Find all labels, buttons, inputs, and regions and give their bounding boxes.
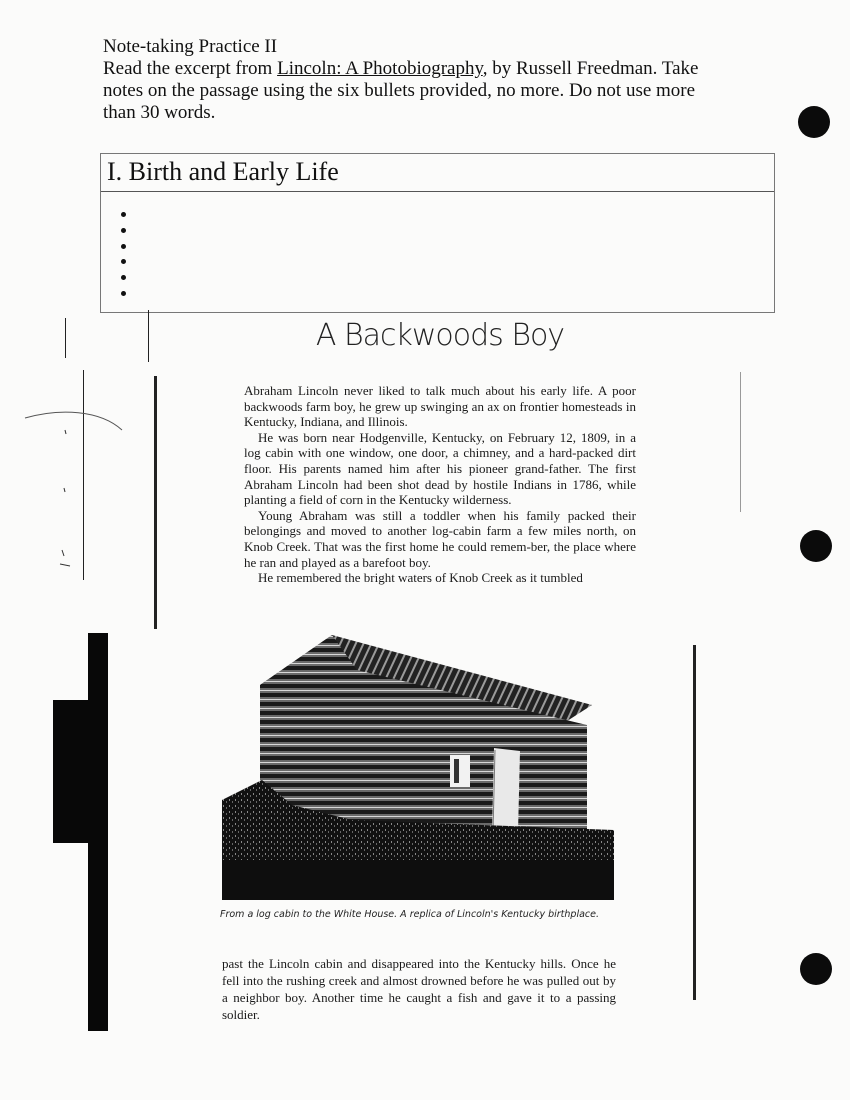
- scan-line: [65, 318, 66, 358]
- scan-edge-bar: [88, 633, 108, 1031]
- scan-line: [740, 372, 741, 512]
- column-rule: [693, 645, 696, 1000]
- punch-hole: [798, 106, 830, 138]
- chapter-title: A Backwoods Boy: [315, 318, 565, 353]
- punch-hole: [800, 530, 832, 562]
- practice-title: Note-taking Practice II: [103, 36, 278, 57]
- paragraph: Young Abraham was still a toddler when his family packed their belongings and moved to another log-cabin farm a few miles north, on Knob Creek. That was the first home he could remem-ber, the place where he ran and played as a barefoot boy.: [244, 507, 636, 570]
- section-heading: I. Birth and Early Life: [101, 154, 774, 192]
- paragraph: He remembered the bright waters of Knob Creek as it tumbled: [258, 570, 583, 586]
- instruction-line-2: notes on the passage using the six bullets provided, no more. Do not use more: [103, 80, 696, 101]
- column-rule: [154, 376, 157, 629]
- paragraph: He was born near Hodgenville, Kentucky, on February 12, 1809, in a log cabin with one window, one door, a chimney, and a hard-packed dirt floor. His parents named him after his pioneer grand-father. The first Abraham Lincoln had been shot dead by hostile Indians in 1786, while planting a field of corn in the Kentucky wilderness.: [244, 429, 636, 508]
- paragraph: past the Lincoln cabin and disappeared into the Kentucky hills. Once he fell into the rushing creek and almost drowned before he was pulled out by a neighbor boy. Another time he caught a fish and gave it to a passing soldier.: [222, 956, 616, 1022]
- scan-line: [148, 310, 149, 362]
- excerpt-continuation: [222, 955, 616, 1023]
- scan-edge-bar: [53, 700, 89, 843]
- excerpt-body: [244, 383, 636, 586]
- punch-hole: [800, 953, 832, 985]
- notes-box: [100, 153, 775, 313]
- photo-caption: From a log cabin to the White House. A replica of Lincoln's Kentucky birthplace.: [220, 909, 599, 920]
- log-cabin-photo: [222, 630, 614, 900]
- book-title: Lincoln: A Photobiography: [277, 58, 483, 79]
- instructions: [103, 36, 783, 124]
- paragraph: Abraham Lincoln never liked to talk much about his early life. A poor backwoods farm boy, he grew up swinging an ax on frontier homesteads in Kentucky, Indiana, and Illinois.: [244, 383, 636, 430]
- instruction-line-3: than 30 words.: [103, 102, 216, 123]
- instruction-line-1: Read the excerpt from Lincoln: A Photobiography, by Russell Freedman. Take: [103, 58, 699, 79]
- scan-marks: [20, 400, 150, 580]
